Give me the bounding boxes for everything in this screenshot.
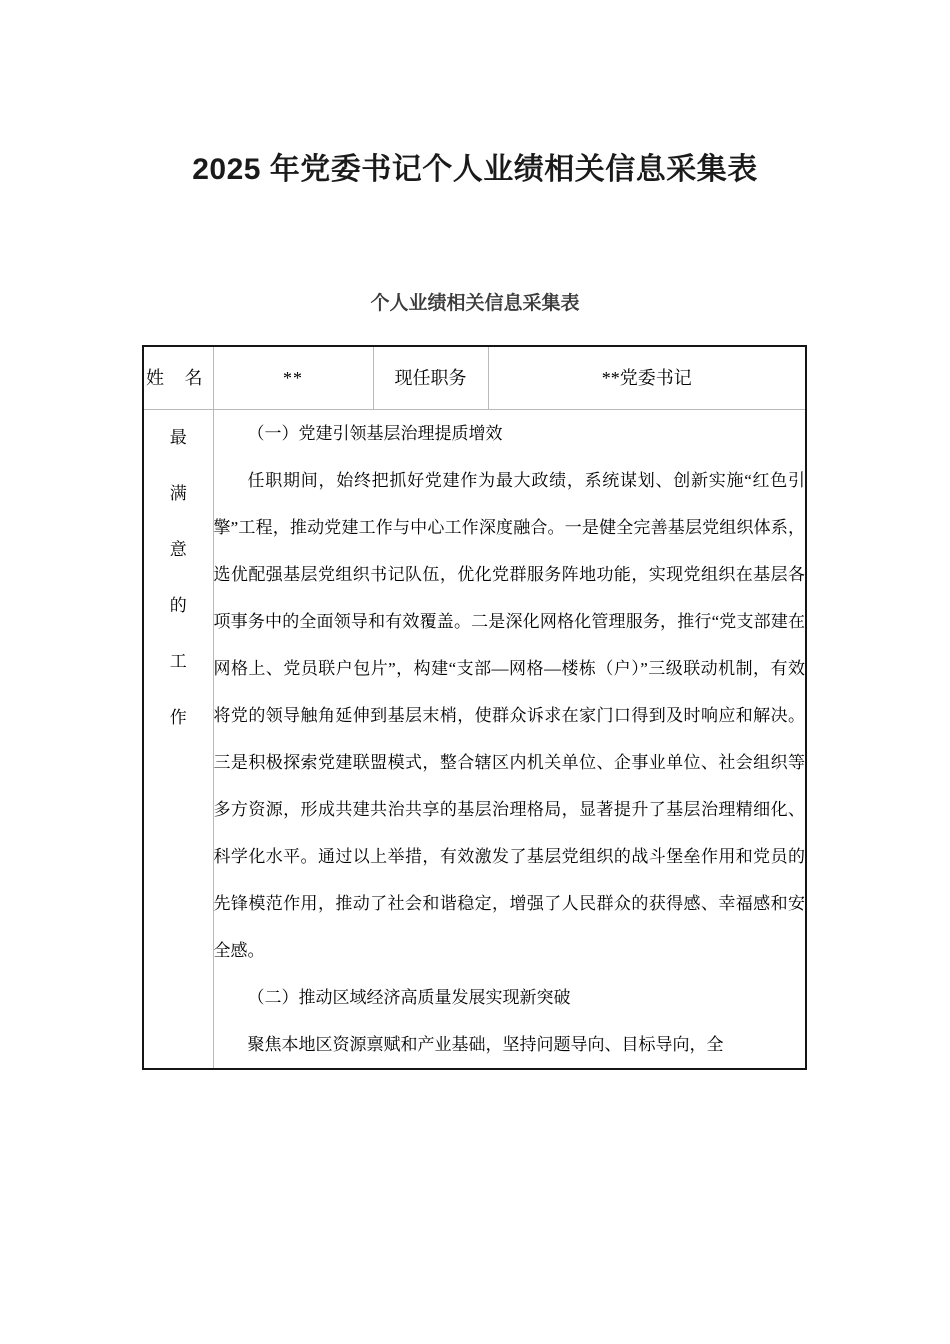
achievements-content-cell[interactable] [213, 410, 806, 1070]
section-1-heading: （一）党建引领基层治理提质增效 [247, 424, 503, 443]
info-collection-table [142, 345, 807, 1070]
table-row-achievements [143, 410, 806, 1070]
name-label-cell: 姓 名 [143, 346, 213, 410]
page-title: 2025 年党委书记个人业绩相关信息采集表 [192, 153, 758, 186]
side-label-cell [143, 410, 213, 1070]
table-row-identity [143, 346, 806, 410]
side-label-char-2: 意 [169, 540, 187, 559]
side-label-char-5: 作 [169, 708, 187, 727]
section-2-heading: （二）推动区域经济高质量发展实现新突破 [247, 988, 571, 1007]
section-1-body: 任职期间，始终把抓好党建作为最大政绩，系统谋划、创新实施“红色引擎”工程，推动党建工作与中心工作深度融合。一是健全完善基层党组织体系，选优配强基层党组织书记队伍，优化党群服务阵地功能，实现党组织在基层各项事务中的全面领导和有效覆盖。二是深化网格化管理服务，推行“党支部建在网格上、党员联户包片”，构建“支部—网格—楼栋（户）”三级联动机制，有效将党的领导触角延伸到基层末梢，使群众诉求在家门口得到及时响应和解决。三是积极探索党建联盟模式，整合辖区内机关单位、企事业单位、社会组织等多方资源，形成共建共治共享的基层治理格局，显著提升了基层治理精细化、科学化水平。通过以上举措，有效激发了基层党组织的战斗堡垒作用和党员的先锋模范作用，推动了社会和谐稳定，增强了人民群众的获得感、幸福感和安全感。 [213, 471, 805, 960]
position-value-cell[interactable]: **党委书记 [488, 346, 806, 410]
document-subtitle: 个人业绩相关信息采集表 [370, 293, 580, 314]
position-label-cell: 现任职务 [373, 346, 488, 410]
side-label-char-4: 工 [169, 652, 187, 671]
side-label-char-1: 满 [169, 484, 187, 503]
section-2-body: 聚焦本地区资源禀赋和产业基础，坚持问题导向、目标导向，全 [247, 1035, 724, 1054]
name-value-cell[interactable]: ** [213, 346, 373, 410]
side-label-char-0: 最 [169, 428, 187, 447]
side-label-char-3: 的 [169, 596, 187, 615]
